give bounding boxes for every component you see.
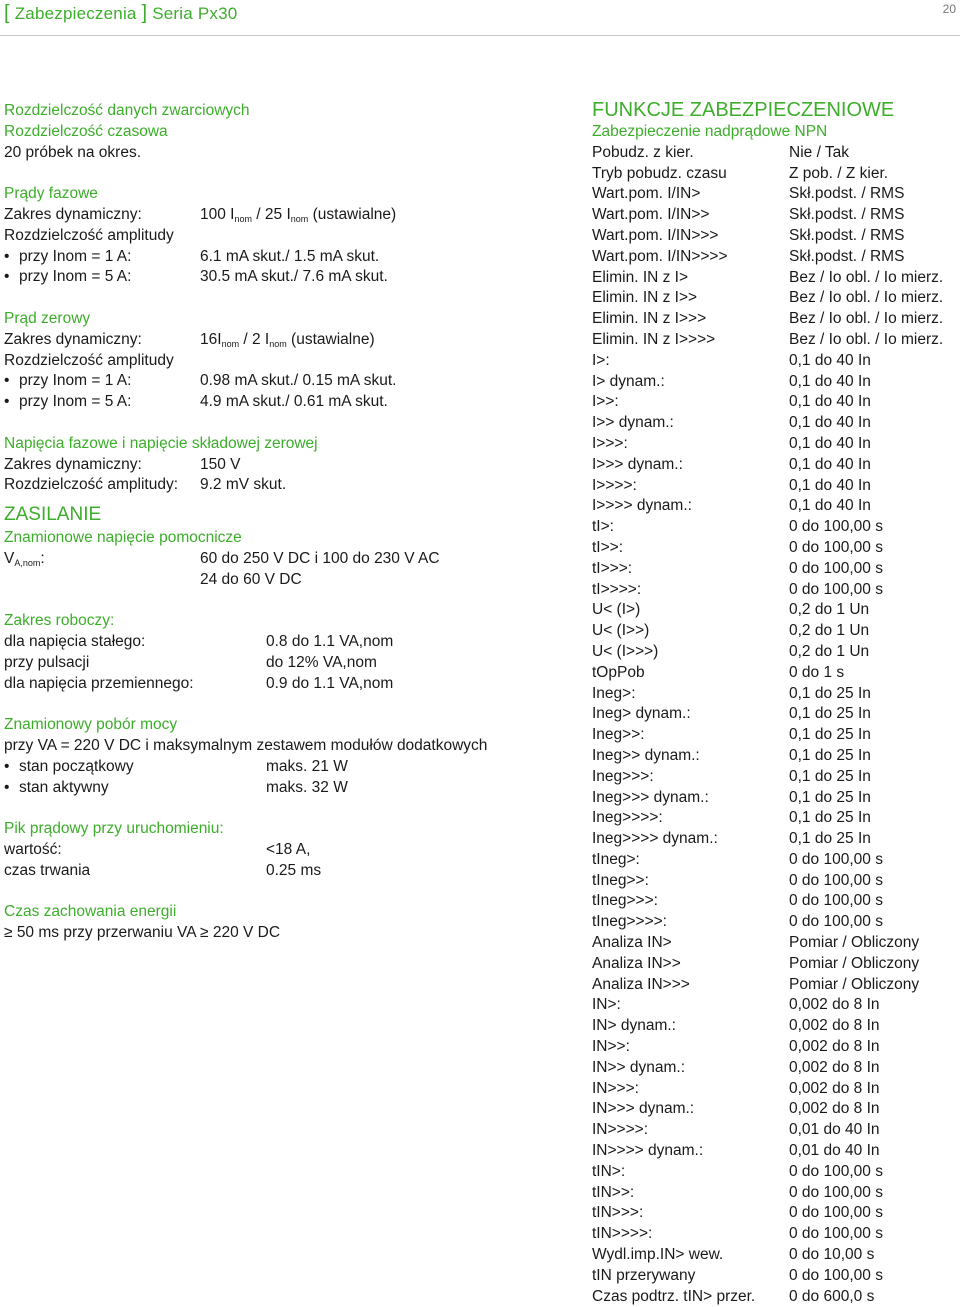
aux-voltage-row xyxy=(4,549,584,570)
phase-range-label: Zakres dynamiczny: xyxy=(4,205,142,223)
settings-row xyxy=(592,642,958,663)
setting-label: tI>>>: xyxy=(592,559,633,577)
setting-label: Ineg>>: xyxy=(592,726,645,744)
setting-value: 0,1 do 40 In xyxy=(789,393,871,411)
setting-label: tI>: xyxy=(592,518,614,536)
setting-value: 0,1 do 25 In xyxy=(789,767,871,785)
settings-row xyxy=(592,891,958,912)
power-text: przy VA = 220 V DC i maksymalnym zestawem modułów dodatkowych xyxy=(4,737,488,755)
settings-row xyxy=(592,788,958,809)
aux-voltage-value2: 24 do 60 V DC xyxy=(200,570,302,588)
settings-row xyxy=(592,226,958,247)
setting-label: U< (I>>) xyxy=(592,622,650,640)
setting-label: I>: xyxy=(592,351,610,369)
work3-value: 0.9 do 1.1 VA,nom xyxy=(266,674,394,692)
setting-label: Ineg>> dynam.: xyxy=(592,746,700,764)
voltages-title: Napięcia fazowe i napięcie składowej zerowej xyxy=(4,434,318,452)
settings-row xyxy=(592,164,958,185)
settings-row xyxy=(592,1016,958,1037)
settings-row xyxy=(592,725,958,746)
aux-voltage-row2 xyxy=(4,570,584,591)
setting-value: 0,1 do 40 In xyxy=(789,434,871,452)
power2-label: stan aktywny xyxy=(19,778,109,796)
settings-row xyxy=(592,1162,958,1183)
settings-row xyxy=(592,1037,958,1058)
setting-value: Bez / Io obl. / Io mierz. xyxy=(789,330,944,348)
settings-row xyxy=(592,372,958,393)
setting-label: IN>> dynam.: xyxy=(592,1058,686,1076)
aux-voltage-title: Znamionowe napięcie pomocnicze xyxy=(4,529,242,547)
setting-label: Wydl.imp.IN> wew. xyxy=(592,1246,724,1264)
inrush1-value: <18 A, xyxy=(266,841,311,859)
setting-label: tIneg>>>: xyxy=(592,892,658,910)
settings-row xyxy=(592,1183,958,1204)
setting-value: 0,1 do 40 In xyxy=(789,372,871,390)
work2-label: przy pulsacji xyxy=(4,653,90,671)
aux-voltage-label: $V_{A,nom}$: xyxy=(4,549,45,568)
setting-value: 0,1 do 25 In xyxy=(789,746,871,764)
zero-res2-row xyxy=(4,392,584,413)
settings-row xyxy=(592,808,958,829)
setting-value: 0 do 100,00 s xyxy=(789,559,883,577)
setting-value: 0 do 10,00 s xyxy=(789,1246,875,1264)
settings-row xyxy=(592,559,958,580)
setting-label: tIN>: xyxy=(592,1162,626,1180)
overcurrent-subheading: Zabezpieczenie nadprądowe NPN xyxy=(592,123,828,140)
setting-label: Ineg>>> dynam.: xyxy=(592,788,709,806)
phase-range-value: 100 $I_{nom} / 25$ $I_{nom}$ (ustawialne) xyxy=(200,205,397,224)
settings-row xyxy=(592,850,958,871)
setting-label: Pobudz. z kier. xyxy=(592,143,694,161)
section-name: Zabezpieczenia xyxy=(14,4,137,23)
settings-row xyxy=(592,1099,958,1120)
setting-label: Wart.pom. I/IN>>> xyxy=(592,226,719,244)
time-resolution-text: 20 próbek na okres. xyxy=(4,143,142,161)
setting-value: Bez / Io obl. / Io mierz. xyxy=(789,268,944,286)
aux-voltage-value1: 60 do 250 V DC i 100 do 230 V AC xyxy=(200,549,440,567)
setting-value: 0,1 do 25 In xyxy=(789,830,871,848)
settings-row xyxy=(592,268,958,289)
setting-value: 0,002 do 8 In xyxy=(789,996,880,1014)
setting-label: U< (I>>>) xyxy=(592,642,659,660)
power2-row xyxy=(4,778,584,799)
volt-res-label: Rozdzielczość amplitudy: xyxy=(4,476,179,494)
right-column xyxy=(592,98,958,1307)
setting-label: tIneg>>: xyxy=(592,871,649,889)
settings-row xyxy=(592,621,958,642)
setting-label: Analiza IN> xyxy=(592,934,672,952)
settings-row xyxy=(592,288,958,309)
settings-row xyxy=(592,912,958,933)
power1-label: stan początkowy xyxy=(19,757,134,775)
phase-range-row xyxy=(4,205,584,226)
settings-row xyxy=(592,351,958,372)
setting-value: 0,002 do 8 In xyxy=(789,1058,880,1076)
setting-label: tIN>>>>: xyxy=(592,1225,653,1243)
power-title: Znamionowy pobór mocy xyxy=(4,716,178,734)
zero-range-label: Zakres dynamiczny: xyxy=(4,330,142,348)
setting-value: Pomiar / Obliczony xyxy=(789,975,920,993)
settings-row xyxy=(592,1058,958,1079)
setting-label: tIneg>: xyxy=(592,850,640,868)
volt-res-row xyxy=(4,475,584,496)
settings-row xyxy=(592,330,958,351)
setting-value: 0 do 100,00 s xyxy=(789,1204,883,1222)
setting-value: 0,1 do 40 In xyxy=(789,351,871,369)
left-column xyxy=(4,101,584,944)
settings-row xyxy=(592,143,958,164)
work-range-title: Zakres roboczy: xyxy=(4,612,115,630)
power1-row xyxy=(4,757,584,778)
bullet-icon xyxy=(4,247,19,268)
bullet-icon xyxy=(4,757,19,778)
work1-value: 0.8 do 1.1 VA,nom xyxy=(266,633,394,651)
setting-label: tOpPob xyxy=(592,663,645,681)
inrush2-label: czas trwania xyxy=(4,861,91,879)
settings-row xyxy=(592,767,958,788)
setting-value: Pomiar / Obliczony xyxy=(789,934,920,952)
settings-row xyxy=(592,871,958,892)
settings-row xyxy=(592,392,958,413)
setting-label: U< (I>) xyxy=(592,601,641,619)
setting-label: tI>>>>: xyxy=(592,580,642,598)
volt-range-row xyxy=(4,455,584,476)
settings-row xyxy=(592,434,958,455)
settings-row xyxy=(592,580,958,601)
page-number: 20 xyxy=(942,2,956,16)
setting-label: Ineg>: xyxy=(592,684,636,702)
setting-value: Skł.podst. / RMS xyxy=(789,226,905,244)
time-resolution-title: Rozdzielczość czasowa xyxy=(4,122,168,140)
setting-label: I> dynam.: xyxy=(592,372,665,390)
inrush1-label: wartość: xyxy=(4,841,62,859)
setting-value: 0,002 do 8 In xyxy=(789,1079,880,1097)
work1-label: dla napięcia stałego: xyxy=(4,633,146,651)
inrush2-row xyxy=(4,861,584,882)
settings-row xyxy=(592,538,958,559)
setting-label: Ineg>>>>: xyxy=(592,809,663,827)
settings-row xyxy=(592,933,958,954)
settings-row xyxy=(592,496,958,517)
header-divider xyxy=(0,35,960,36)
setting-value: Bez / Io obl. / Io mierz. xyxy=(789,310,944,328)
setting-value: 0 do 100,00 s xyxy=(789,1225,883,1243)
setting-label: Elimin. IN z I>>> xyxy=(592,310,707,328)
zero-res2-value: 4.9 mA skut./ 0.61 mA skut. xyxy=(200,393,388,411)
setting-value: 0 do 600,0 s xyxy=(789,1287,875,1305)
settings-row xyxy=(592,1245,958,1266)
settings-row xyxy=(592,600,958,621)
setting-value: 0,1 do 25 In xyxy=(789,726,871,744)
hold-time-text: ≥ 50 ms przy przerwaniu VA ≥ 220 V DC xyxy=(4,924,281,942)
setting-value: 0,2 do 1 Un xyxy=(789,601,870,619)
settings-row xyxy=(592,184,958,205)
setting-value: Skł.podst. / RMS xyxy=(789,206,905,224)
setting-value: Skł.podst. / RMS xyxy=(789,185,905,203)
setting-label: I>>>> dynam.: xyxy=(592,497,692,515)
settings-row xyxy=(592,476,958,497)
settings-row xyxy=(592,1120,958,1141)
setting-value: 0,1 do 40 In xyxy=(789,414,871,432)
supply-heading: ZASILANIE xyxy=(4,504,102,526)
bullet-icon xyxy=(4,778,19,799)
zero-resolution-label: Rozdzielczość amplitudy xyxy=(4,351,174,369)
settings-row xyxy=(592,829,958,850)
setting-label: tI>>: xyxy=(592,538,624,556)
zero-range-value: $16I_{nom} / 2$ $I_{nom}$ (ustawialne) xyxy=(200,330,375,349)
settings-row xyxy=(592,517,958,538)
work3-label: dla napięcia przemiennego: xyxy=(4,674,194,692)
settings-row xyxy=(592,247,958,268)
zero-res2-label: przy Inom = 5 A: xyxy=(19,393,132,411)
settings-row xyxy=(592,663,958,684)
setting-value: 0 do 100,00 s xyxy=(789,580,883,598)
phase-resolution-label: Rozdzielczość amplitudy xyxy=(4,226,174,244)
hold-time-title: Czas zachowania energii xyxy=(4,903,177,921)
setting-label: tIneg>>>>: xyxy=(592,913,667,931)
setting-value: 0 do 100,00 s xyxy=(789,871,883,889)
bullet-icon xyxy=(4,392,19,413)
inrush2-value: 0.25 ms xyxy=(266,861,322,879)
setting-value: 0,2 do 1 Un xyxy=(789,622,870,640)
setting-label: I>> dynam.: xyxy=(592,414,674,432)
setting-label: I>>: xyxy=(592,393,619,411)
setting-label: Wart.pom. I/IN>> xyxy=(592,206,710,224)
setting-value: 0,1 do 25 In xyxy=(789,809,871,827)
volt-res-value: 9.2 mV skut. xyxy=(200,476,287,494)
setting-value: Z pob. / Z kier. xyxy=(789,164,889,182)
header-title xyxy=(4,2,237,25)
power1-value: maks. 21 W xyxy=(266,757,348,775)
setting-value: 0 do 100,00 s xyxy=(789,1183,883,1201)
settings-row xyxy=(592,1266,958,1287)
zero-res1-row xyxy=(4,371,584,392)
setting-value: 0,1 do 25 In xyxy=(789,788,871,806)
settings-row xyxy=(592,455,958,476)
zero-res1-value: 0.98 mA skut./ 0.15 mA skut. xyxy=(200,372,397,390)
setting-label: Elimin. IN z I> xyxy=(592,268,689,286)
setting-label: Ineg> dynam.: xyxy=(592,705,691,723)
setting-label: Analiza IN>> xyxy=(592,954,681,972)
setting-value: 0,002 do 8 In xyxy=(789,1017,880,1035)
setting-label: Wart.pom. I/IN>>>> xyxy=(592,247,728,265)
setting-label: I>>>: xyxy=(592,434,628,452)
settings-row xyxy=(592,704,958,725)
setting-label: I>>> dynam.: xyxy=(592,455,683,473)
setting-label: tIN>>>: xyxy=(592,1204,644,1222)
settings-row xyxy=(592,413,958,434)
setting-value: 0,01 do 40 In xyxy=(789,1142,880,1160)
setting-label: IN>: xyxy=(592,996,621,1014)
bracket-close: ] xyxy=(141,2,148,24)
setting-value: 0,1 do 25 In xyxy=(789,684,871,702)
setting-value: Bez / Io obl. / Io mierz. xyxy=(789,289,944,307)
bullet-icon xyxy=(4,267,19,288)
setting-label: Wart.pom. I/IN> xyxy=(592,185,701,203)
setting-value: 0,1 do 25 In xyxy=(789,705,871,723)
setting-value: 0 do 100,00 s xyxy=(789,913,883,931)
setting-label: Czas podtrz. tIN> przer. xyxy=(592,1287,756,1305)
volt-range-value: 150 V xyxy=(200,455,241,473)
settings-row xyxy=(592,954,958,975)
setting-label: IN>>> dynam.: xyxy=(592,1100,695,1118)
setting-value: 0 do 100,00 s xyxy=(789,892,883,910)
power2-value: maks. 32 W xyxy=(266,778,348,796)
setting-value: Nie / Tak xyxy=(789,143,850,161)
settings-table xyxy=(592,143,958,1307)
setting-label: Elimin. IN z I>> xyxy=(592,289,698,307)
setting-value: 0 do 100,00 s xyxy=(789,850,883,868)
setting-value: Skł.podst. / RMS xyxy=(789,247,905,265)
setting-value: 0,002 do 8 In xyxy=(789,1038,880,1056)
phase-res2-value: 30.5 mA skut./ 7.6 mA skut. xyxy=(200,268,388,286)
bracket-open: [ xyxy=(4,2,10,24)
setting-value: 0,2 do 1 Un xyxy=(789,642,870,660)
zero-res1-label: przy Inom = 1 A: xyxy=(19,372,132,390)
settings-row xyxy=(592,1079,958,1100)
setting-value: 0 do 100,00 s xyxy=(789,1162,883,1180)
settings-row xyxy=(592,1287,958,1307)
zero-range-row xyxy=(4,330,584,351)
settings-row xyxy=(592,684,958,705)
page-header xyxy=(0,0,960,38)
settings-row xyxy=(592,205,958,226)
work2-value: do 12% VA,nom xyxy=(266,653,377,671)
setting-label: IN>>>>: xyxy=(592,1121,649,1139)
setting-label: IN>>>> dynam.: xyxy=(592,1142,704,1160)
settings-row xyxy=(592,1141,958,1162)
setting-value: 0,1 do 40 In xyxy=(789,455,871,473)
setting-value: 0,1 do 40 In xyxy=(789,497,871,515)
setting-label: Analiza IN>>> xyxy=(592,975,690,993)
series-name: Seria Px30 xyxy=(152,4,238,23)
setting-label: Tryb pobudz. czasu xyxy=(592,164,727,182)
setting-label: IN>>: xyxy=(592,1038,630,1056)
setting-value: 0 do 100,00 s xyxy=(789,518,883,536)
work3-row xyxy=(4,674,584,695)
phase-currents-title: Prądy fazowe xyxy=(4,185,98,203)
phase-res1-row xyxy=(4,247,584,268)
setting-value: 0,1 do 40 In xyxy=(789,476,871,494)
setting-label: tIN przerywany xyxy=(592,1266,696,1284)
work1-row xyxy=(4,632,584,653)
setting-label: tIN>>: xyxy=(592,1183,635,1201)
bullet-icon xyxy=(4,371,19,392)
phase-res2-row xyxy=(4,267,584,288)
fault-data-title: Rozdzielczość danych zwarciowych xyxy=(4,102,250,119)
zero-current-title: Prąd zerowy xyxy=(4,309,91,327)
setting-value: Pomiar / Obliczony xyxy=(789,954,920,972)
phase-res2-label: przy Inom = 5 A: xyxy=(19,268,132,286)
setting-value: 0,01 do 40 In xyxy=(789,1121,880,1139)
settings-row xyxy=(592,975,958,996)
phase-res1-value: 6.1 mA skut./ 1.5 mA skut. xyxy=(200,247,380,265)
setting-label: IN>>>: xyxy=(592,1079,639,1097)
settings-row xyxy=(592,1224,958,1245)
work2-row xyxy=(4,653,584,674)
volt-range-label: Zakres dynamiczny: xyxy=(4,455,142,473)
settings-row xyxy=(592,1203,958,1224)
protection-functions-heading: FUNKCJE ZABEZPIECZENIOWE xyxy=(592,99,895,121)
setting-value: 0 do 100,00 s xyxy=(789,538,883,556)
setting-label: Elimin. IN z I>>>> xyxy=(592,330,716,348)
inrush-title: Pik prądowy przy uruchomieniu: xyxy=(4,820,224,838)
setting-value: 0 do 1 s xyxy=(789,663,845,681)
setting-value: 0 do 100,00 s xyxy=(789,1266,883,1284)
setting-label: I>>>>: xyxy=(592,476,637,494)
settings-row xyxy=(592,995,958,1016)
setting-label: Ineg>>>> dynam.: xyxy=(592,830,718,848)
setting-value: 0,002 do 8 In xyxy=(789,1100,880,1118)
setting-label: IN> dynam.: xyxy=(592,1017,676,1035)
setting-label: Ineg>>>: xyxy=(592,767,654,785)
phase-res1-label: przy Inom = 1 A: xyxy=(19,247,132,265)
settings-row xyxy=(592,309,958,330)
inrush1-row xyxy=(4,840,584,861)
settings-row xyxy=(592,746,958,767)
